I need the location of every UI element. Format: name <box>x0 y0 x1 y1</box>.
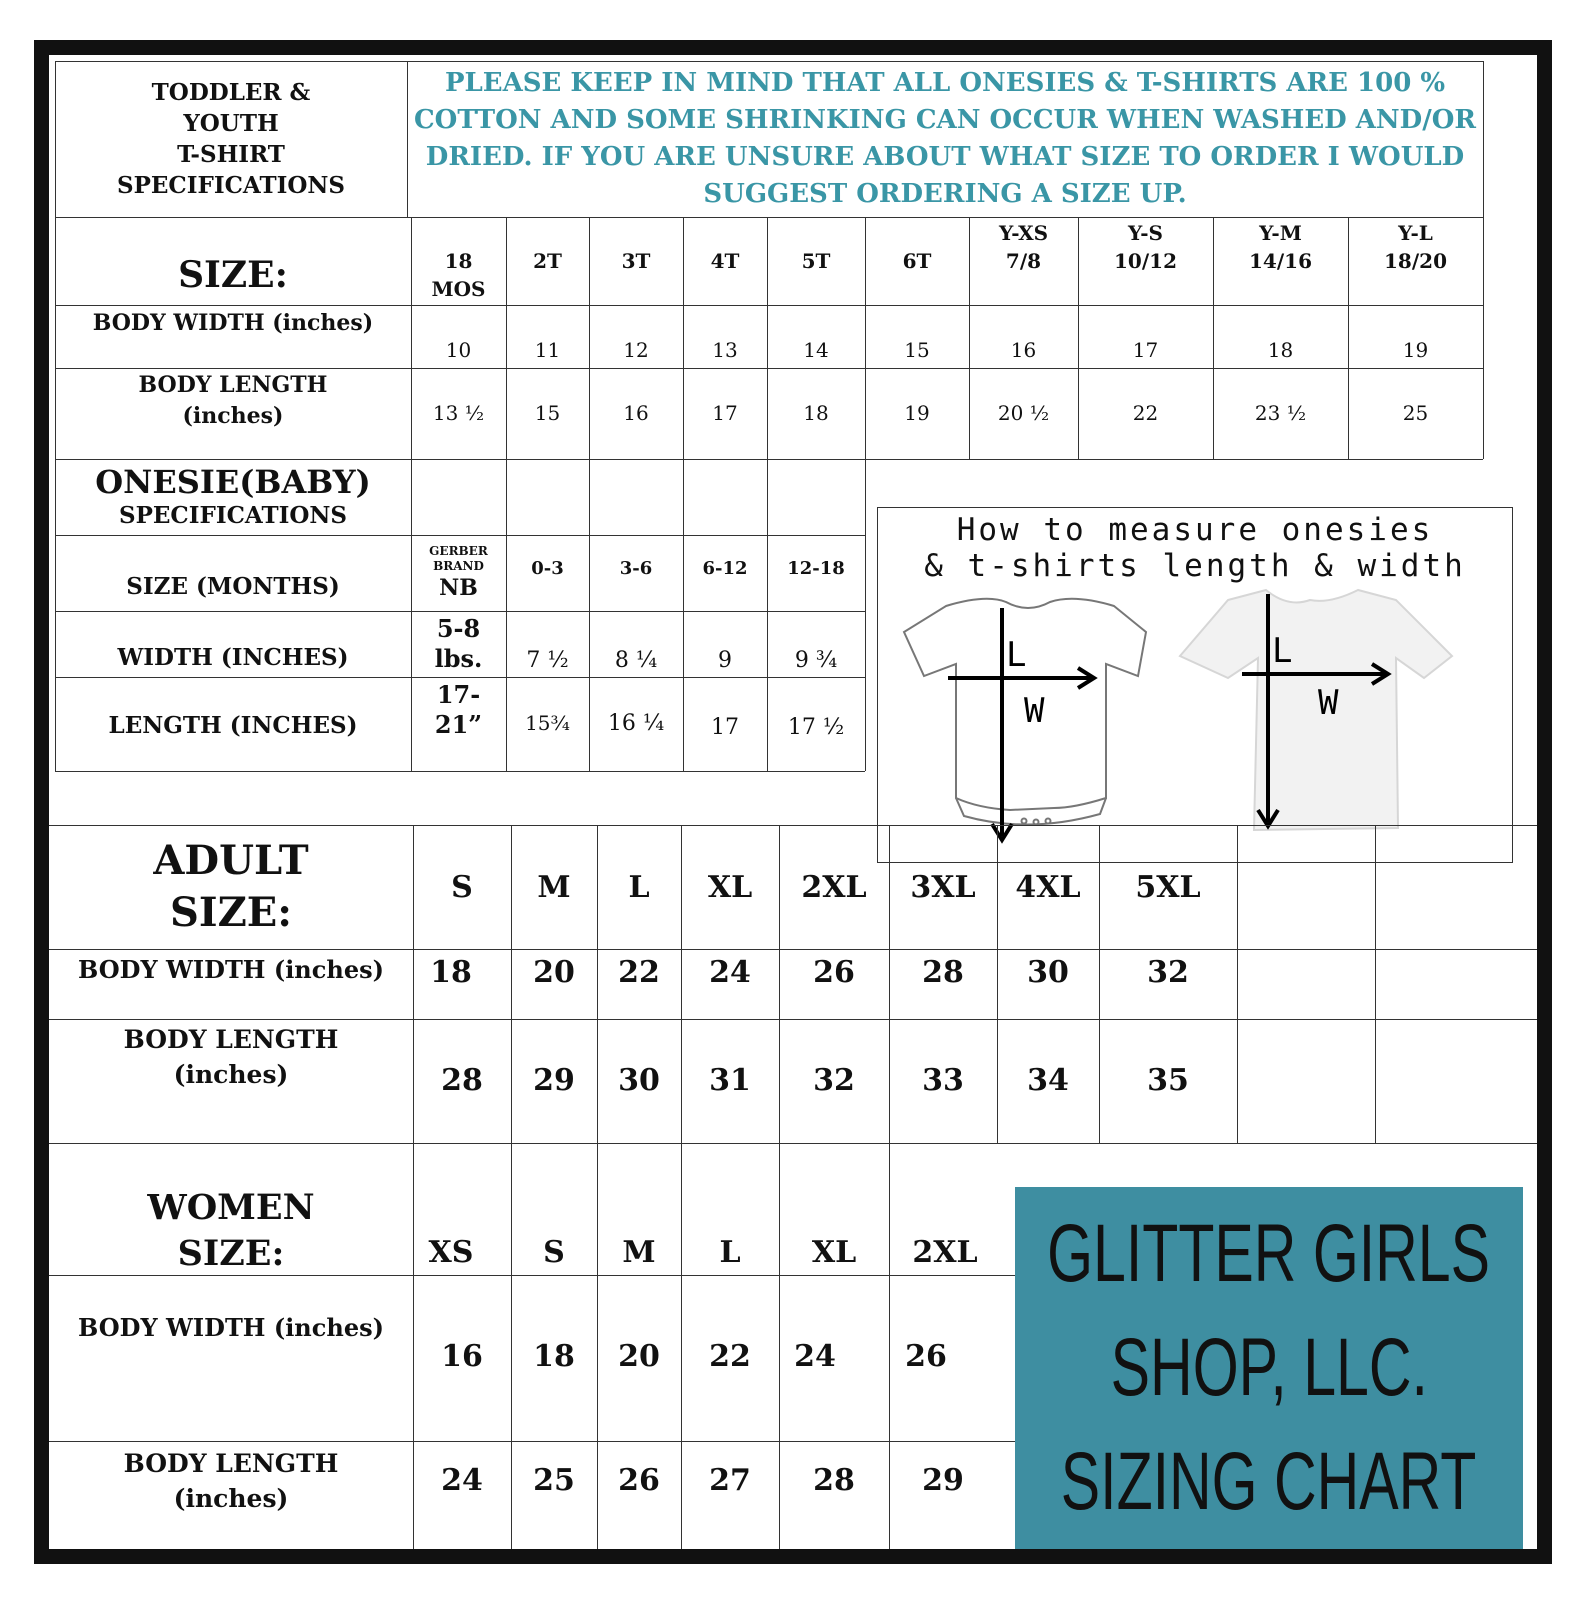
adult-length-value: 32 <box>813 1062 855 1098</box>
toddler-size-col: 3T <box>621 249 651 273</box>
onesie-size-label: SIZE (MONTHS) <box>126 572 340 600</box>
adult-size: 3XL <box>910 869 976 905</box>
onesie-size: 0-3 <box>531 557 564 579</box>
onesie-length-value: 17 <box>711 714 739 740</box>
women-length-value: 26 <box>618 1462 660 1498</box>
adult-length-value: 28 <box>441 1062 483 1098</box>
adult-size: S <box>451 869 473 905</box>
adult-length-value: 30 <box>618 1062 660 1098</box>
toddler-length-label: BODY LENGTH (inches) <box>138 372 328 429</box>
chart-frame <box>34 40 1552 1564</box>
adult-title: ADULT SIZE: <box>153 837 309 936</box>
chart-paper <box>49 55 1537 1549</box>
adult-length-value: 34 <box>1027 1062 1069 1098</box>
toddler-width-value: 14 <box>803 338 829 362</box>
tshirt-outline <box>1180 590 1452 830</box>
toddler-length-value: 17 <box>712 401 738 425</box>
onesie-length-value: 17- 21” <box>434 680 483 739</box>
adult-length-label: BODY LENGTH (inches) <box>123 1025 339 1089</box>
women-size: XS <box>428 1234 474 1270</box>
onesie-size: 3-6 <box>619 557 653 579</box>
toddler-length-value: 16 <box>623 401 649 425</box>
adult-width-value: 32 <box>1147 954 1189 990</box>
women-width-value: 24 <box>794 1338 836 1374</box>
toddler-width-value: 13 <box>712 338 738 362</box>
women-section <box>49 1143 1015 1549</box>
toddler-width-value: 10 <box>445 338 472 362</box>
women-length-label: BODY LENGTH (inches) <box>123 1449 339 1513</box>
toddler-title: TODDLER & YOUTH T-SHIRT SPECIFICATIONS <box>116 79 346 199</box>
toddler-length-value: 19 <box>904 401 930 425</box>
brand-line: GLITTER GIRLS <box>1047 1208 1491 1299</box>
measure-diagram <box>877 507 1513 863</box>
women-length-value: 29 <box>922 1462 964 1498</box>
adult-length-value: 29 <box>533 1062 575 1098</box>
women-length-value: 27 <box>709 1462 751 1498</box>
women-size: XL <box>811 1234 857 1270</box>
adult-width-value: 22 <box>618 954 660 990</box>
shrink-notice: PLEASE KEEP IN MIND THAT ALL ONESIES & T-SHIRTS ARE 100 % COTTON AND SOME SHRINKING CAN OCCUR WHEN WASHED AND/OR DRIED. IF YOU ARE UNSURE ABOUT WHAT SIZE TO ORDER I WOULD SUGGEST ORDERING A SIZE UP. <box>413 68 1476 209</box>
adult-width-value: 24 <box>709 954 751 990</box>
onesie-title: ONESIE(BABY) SPECIFICATIONS <box>95 463 371 529</box>
adult-size: M <box>537 869 571 905</box>
tshirt-width-mark: W <box>1318 683 1339 723</box>
adult-size: 2XL <box>801 869 867 905</box>
measure-title: How to measure onesies & t-shirts length & width <box>924 512 1466 584</box>
toddler-width-value: 11 <box>534 338 561 362</box>
toddler-width-value: 17 <box>1132 338 1159 362</box>
onesie-width-value: 9 <box>718 647 732 673</box>
women-width-value: 16 <box>441 1338 483 1374</box>
toddler-length-value: 15 <box>534 401 561 425</box>
adult-section <box>49 815 1537 1187</box>
toddler-width-value: 15 <box>904 338 930 362</box>
adult-width-label: BODY WIDTH (inches) <box>78 954 384 984</box>
adult-length-value: 33 <box>922 1062 964 1098</box>
toddler-size-col: 18 MOS <box>431 249 486 301</box>
women-size: 2XL <box>912 1234 978 1270</box>
onesie-length-mark: L <box>1006 635 1027 675</box>
toddler-width-value: 12 <box>623 338 649 362</box>
women-title: WOMEN SIZE: <box>147 1187 315 1274</box>
adult-length-value: 31 <box>709 1062 751 1098</box>
onesie-length-label: LENGTH (INCHES) <box>108 711 358 739</box>
onesie-size-nb: GERBER BRAND NB <box>429 544 488 601</box>
women-size: L <box>719 1234 741 1270</box>
adult-width-value: 18 <box>430 954 472 990</box>
adult-size: XL <box>707 869 753 905</box>
women-width-value: 18 <box>533 1338 575 1374</box>
toddler-length-value: 25 <box>1402 401 1429 425</box>
toddler-width-value: 19 <box>1402 338 1429 362</box>
toddler-size-col: 4T <box>710 249 740 273</box>
adult-size: L <box>628 869 650 905</box>
toddler-size-col: Y-XS 7/8 <box>998 221 1049 273</box>
women-size: S <box>543 1234 565 1270</box>
toddler-size-col: Y-M 14/16 <box>1249 221 1312 273</box>
tshirt-length-mark: L <box>1272 631 1293 671</box>
adult-length-value: 35 <box>1147 1062 1189 1098</box>
onesie-length-value: 15¾ <box>525 711 570 735</box>
toddler-width-label: BODY WIDTH (inches) <box>92 310 374 336</box>
toddler-length-value: 20 ½ <box>997 401 1050 425</box>
toddler-size-label: SIZE: <box>178 254 288 296</box>
toddler-size-col: Y-L 18/20 <box>1384 221 1447 273</box>
women-width-value: 20 <box>618 1338 660 1374</box>
women-length-value: 24 <box>441 1462 483 1498</box>
women-width-value: 22 <box>709 1338 751 1374</box>
adult-width-value: 26 <box>813 954 855 990</box>
women-length-value: 25 <box>533 1462 575 1498</box>
onesie-width-label: WIDTH (INCHES) <box>117 643 349 671</box>
onesie-size: 6-12 <box>702 557 748 579</box>
onesie-width-mark: W <box>1024 691 1045 731</box>
onesie-width-value: 9 ¾ <box>794 647 838 673</box>
adult-width-value: 28 <box>922 954 964 990</box>
onesie-width-value: 5-8 lbs. <box>434 614 483 673</box>
toddler-size-col: 2T <box>533 249 562 273</box>
onesie-size: 12-18 <box>787 557 845 579</box>
toddler-length-value: 13 ½ <box>432 401 485 425</box>
toddler-width-value: 18 <box>1267 338 1294 362</box>
onesie-width-value: 7 ½ <box>526 647 569 673</box>
women-width-value: 26 <box>905 1338 947 1374</box>
adult-width-value: 20 <box>533 954 575 990</box>
onesie-length-value: 17 ½ <box>787 714 845 740</box>
women-length-value: 28 <box>813 1462 855 1498</box>
brand-line: SHOP, LLC. <box>1110 1322 1428 1413</box>
toddler-width-value: 16 <box>1010 338 1037 362</box>
women-size: M <box>622 1234 656 1270</box>
toddler-length-value: 22 <box>1132 401 1159 425</box>
onesie-length-value: 16 ¼ <box>607 710 665 736</box>
toddler-size-col: 6T <box>902 249 932 273</box>
adult-size: 4XL <box>1015 869 1081 905</box>
adult-size: 5XL <box>1135 869 1201 905</box>
adult-width-value: 30 <box>1027 954 1069 990</box>
toddler-length-value: 18 <box>803 401 829 425</box>
women-width-label: BODY WIDTH (inches) <box>78 1312 384 1342</box>
onesie-width-value: 8 ¼ <box>614 647 658 673</box>
toddler-length-value: 23 ½ <box>1254 401 1307 425</box>
brand-line: SIZING CHART <box>1061 1436 1477 1527</box>
brand-block <box>1015 1187 1523 1549</box>
toddler-size-col: 5T <box>801 249 831 273</box>
toddler-size-col: Y-S 10/12 <box>1114 221 1177 273</box>
